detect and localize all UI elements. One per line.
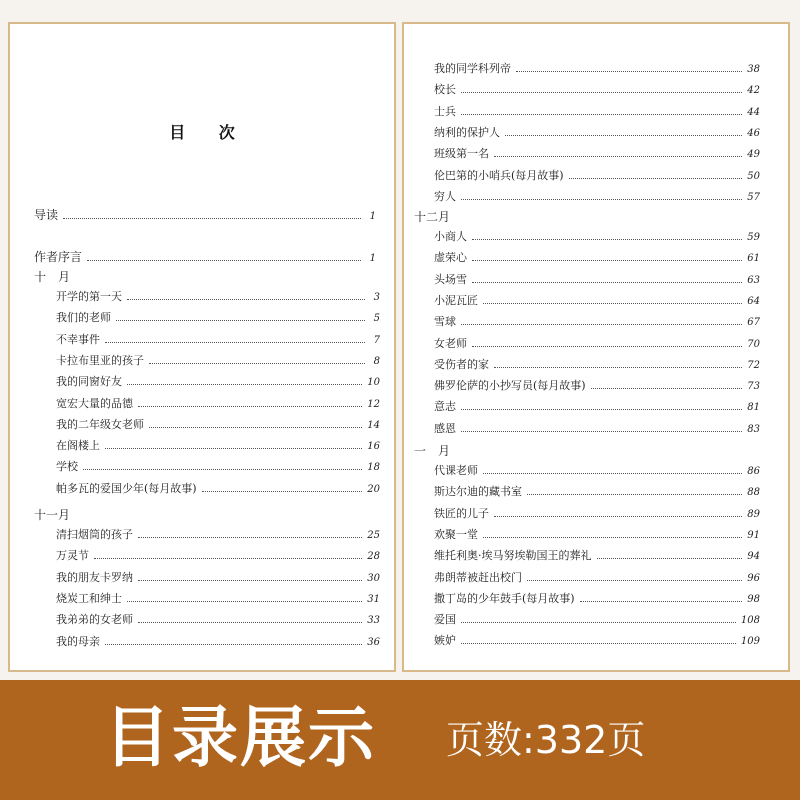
toc-title: 目 次 [169,123,249,142]
leader-dots [83,461,362,470]
toc-entry-page: 25 [367,530,380,541]
toc-entry-page: 72 [747,359,760,371]
toc-entry [56,290,380,305]
toc-entry [56,439,380,454]
leader-dots [472,338,742,347]
leader-dots [116,312,365,321]
toc-entry-page: 83 [747,423,760,435]
leader-dots [494,359,742,368]
toc-entry-label: 爱国 [434,613,456,627]
toc-entry-label: 伦巴第的小哨兵(每月故事) [434,168,564,182]
toc-entry-page: 64 [747,295,760,307]
toc-entry-page: 7 [373,334,380,346]
toc-entry-label: 士兵 [434,104,456,118]
toc-entry-page: 108 [740,615,760,627]
toc-entry-label: 维托利奥·埃马努埃勒国王的葬礼 [434,549,592,563]
toc-entry-label: 在阁楼上 [56,439,100,453]
toc-entry-page: 12 [367,398,380,410]
toc-entry-page: 14 [367,419,380,431]
toc-entry-label: 小泥瓦匠 [434,293,478,307]
toc-entry-page: 81 [747,402,760,414]
toc-entry-label: 我的母亲 [56,634,100,648]
toc-entry-page: 1 [369,211,376,222]
leader-dots [472,231,742,240]
toc-entry-page: 42 [747,85,760,97]
leader-dots [138,398,362,407]
leader-dots [138,529,362,538]
toc-entry-page: 31 [367,593,380,605]
toc-entry-page: 89 [747,508,760,520]
toc-entry [434,613,760,628]
leader-dots [105,636,362,645]
leader-dots [494,508,742,517]
toc-entry [56,613,380,628]
toc-entry [434,528,760,543]
toc-entry [56,592,380,607]
leader-dots [461,106,742,115]
leader-dots [461,316,742,325]
leader-dots [569,170,743,179]
toc-entry [56,482,380,497]
toc-entry-label: 卡拉布里亚的孩子 [56,353,144,367]
page-count-label: 页数:332页 [446,718,646,762]
toc-entry-label: 宽宏大量的品德 [56,396,133,410]
toc-entry-page: 44 [747,106,760,118]
toc-entry [56,311,380,326]
toc-entry [434,230,760,245]
toc-entry-page: 36 [367,636,380,648]
toc-entry-label: 学校 [56,460,78,474]
toc-entry [434,400,760,415]
toc-entry [434,337,760,352]
toc-entry [434,549,760,564]
toc-entry-label: 我的二年级女老师 [56,417,144,431]
toc-entry-page: 94 [747,551,760,563]
leader-dots [127,291,365,300]
toc-entry [434,126,760,141]
leader-dots [105,334,365,343]
toc-page-left [8,22,396,672]
leader-dots [202,483,363,492]
toc-entry-page: 49 [747,149,760,161]
leader-dots [138,572,362,581]
toc-entry [434,62,760,77]
toc-entry [434,169,760,184]
toc-entry-page: 18 [367,462,380,474]
leader-dots [527,486,742,495]
toc-entry-label: 弗朗蒂被赶出校门 [434,570,522,584]
month-heading: 十 月 [34,270,71,284]
toc-entry [434,83,760,98]
toc-entry [434,464,760,479]
leader-dots [483,465,742,474]
toc-entry-label: 清扫烟筒的孩子 [56,528,133,541]
leader-dots [527,572,742,581]
toc-entry [56,375,380,390]
toc-entry [434,422,760,437]
toc-entry [56,418,380,433]
toc-entry-label: 烧炭工和绅士 [56,591,122,605]
leader-dots [483,529,742,538]
toc-entry [434,294,760,309]
toc-entry-page: 38 [747,64,760,75]
toc-entry [56,397,380,412]
toc-entry-page: 61 [747,253,760,265]
toc-entry [434,147,760,162]
toc-entry-label: 欢聚一堂 [434,527,478,541]
toc-entry-label: 嫉妒 [434,634,456,648]
toc-entry-label: 我的同学科列帝 [434,62,511,75]
toc-entry [434,592,760,607]
toc-entry [56,635,380,650]
leader-dots [461,191,742,200]
toc-entry-label: 校长 [434,83,456,97]
toc-entry [56,571,380,586]
leader-dots [127,376,362,385]
toc-entry-label: 开学的第一天 [56,290,122,303]
toc-entry-page: 57 [747,191,760,203]
leader-dots [105,440,362,449]
toc-entry-label: 虚荣心 [434,251,467,265]
toc-entry-label: 感恩 [434,421,456,435]
toc-entry-label: 作者序言 [34,250,83,264]
leader-dots [483,295,742,304]
toc-entry-page: 46 [747,127,760,139]
toc-entry-label: 代课老师 [434,464,478,477]
toc-entry-page: 88 [747,487,760,499]
toc-entry [56,528,380,543]
toc-entry-label: 导读 [34,208,59,222]
leader-dots [472,274,742,283]
leader-dots [63,210,361,219]
toc-entry-label: 班级第一名 [434,147,489,161]
toc-entry [434,379,760,394]
toc-entry-page: 73 [747,381,760,393]
toc-entry-label: 受伤者的家 [434,357,489,371]
month-heading: 一 月 [414,444,451,458]
leader-dots [461,84,742,93]
toc-entry [434,485,760,500]
leader-dots [461,401,742,410]
toc-entry-page: 20 [367,483,380,495]
toc-entry [434,507,760,522]
month-heading: 十一月 [34,508,71,522]
toc-entry-page: 10 [367,377,380,389]
leader-dots [597,550,743,559]
toc-entry-page: 30 [367,572,380,584]
toc-entry-label: 我弟弟的女老师 [56,613,133,627]
toc-entry-page: 109 [740,636,760,648]
toc-entry-page: 8 [373,355,380,367]
leader-dots [127,593,362,602]
promo-banner [0,680,800,800]
leader-dots [494,148,742,157]
leader-dots [87,252,361,261]
toc-entry-page: 96 [747,572,760,584]
toc-entry-page: 16 [367,441,380,453]
toc-entry-page: 86 [747,466,760,477]
leader-dots [591,380,743,389]
leader-dots [505,127,742,136]
banner-title: 目录展示 [104,699,376,776]
toc-entry-label: 穷人 [434,189,456,203]
toc-entry-label: 我的朋友卡罗纳 [56,570,133,584]
toc-entry [56,549,380,564]
leader-dots [94,550,362,559]
toc-entry-label: 女老师 [434,336,467,350]
leader-dots [580,593,743,602]
toc-entry-page: 1 [369,253,376,264]
toc-entry-page: 67 [747,317,760,329]
leader-dots [472,252,742,261]
toc-entry-page: 28 [367,551,380,563]
leader-dots [149,419,362,428]
toc-entry-label: 万灵节 [56,549,89,563]
toc-entry [434,251,760,266]
toc-entry-label: 头场雪 [434,272,467,286]
toc-entry-page: 70 [747,338,760,350]
leader-dots [149,355,365,364]
toc-entry-label: 铁匠的儿子 [434,506,489,520]
leader-dots [461,423,742,432]
toc-page-right [402,22,790,672]
toc-entry [434,273,760,288]
toc-entry [56,460,380,475]
toc-entry-page: 5 [373,313,380,325]
toc-entry-page: 59 [747,232,760,243]
toc-entry [434,190,760,205]
toc-entry [56,333,380,348]
toc-entry-page: 3 [373,292,380,303]
toc-entry [34,250,376,266]
toc-entry-label: 小商人 [434,230,467,243]
toc-entry-page: 63 [747,274,760,286]
toc-entry [434,358,760,373]
toc-entry [34,208,376,224]
toc-entry-label: 斯达尔迪的藏书室 [434,485,522,499]
toc-entry [434,315,760,330]
toc-entry-page: 91 [747,529,760,541]
toc-entry-label: 意志 [434,400,456,414]
toc-entry-label: 佛罗伦萨的小抄写员(每月故事) [434,379,586,393]
leader-dots [138,614,362,623]
leader-dots [516,63,742,72]
toc-entry-label: 不幸事件 [56,332,100,346]
leader-dots [461,614,736,623]
toc-entry [434,571,760,586]
toc-entry [434,105,760,120]
toc-entry-page: 50 [747,170,760,182]
toc-entry-label: 我的同窗好友 [56,375,122,389]
toc-entry-label: 撒丁岛的少年鼓手(每月故事) [434,591,575,605]
toc-entry-page: 33 [367,615,380,627]
leader-dots [461,635,736,644]
toc-entry-label: 纳利的保护人 [434,125,500,139]
toc-entry-label: 雪球 [434,315,456,329]
month-heading: 十二月 [414,210,451,224]
toc-entry-page: 98 [747,593,760,605]
toc-entry-label: 帕多瓦的爱国少年(每月故事) [56,481,197,495]
toc-entry-label: 我们的老师 [56,311,111,325]
toc-entry [56,354,380,369]
toc-entry [434,634,760,649]
